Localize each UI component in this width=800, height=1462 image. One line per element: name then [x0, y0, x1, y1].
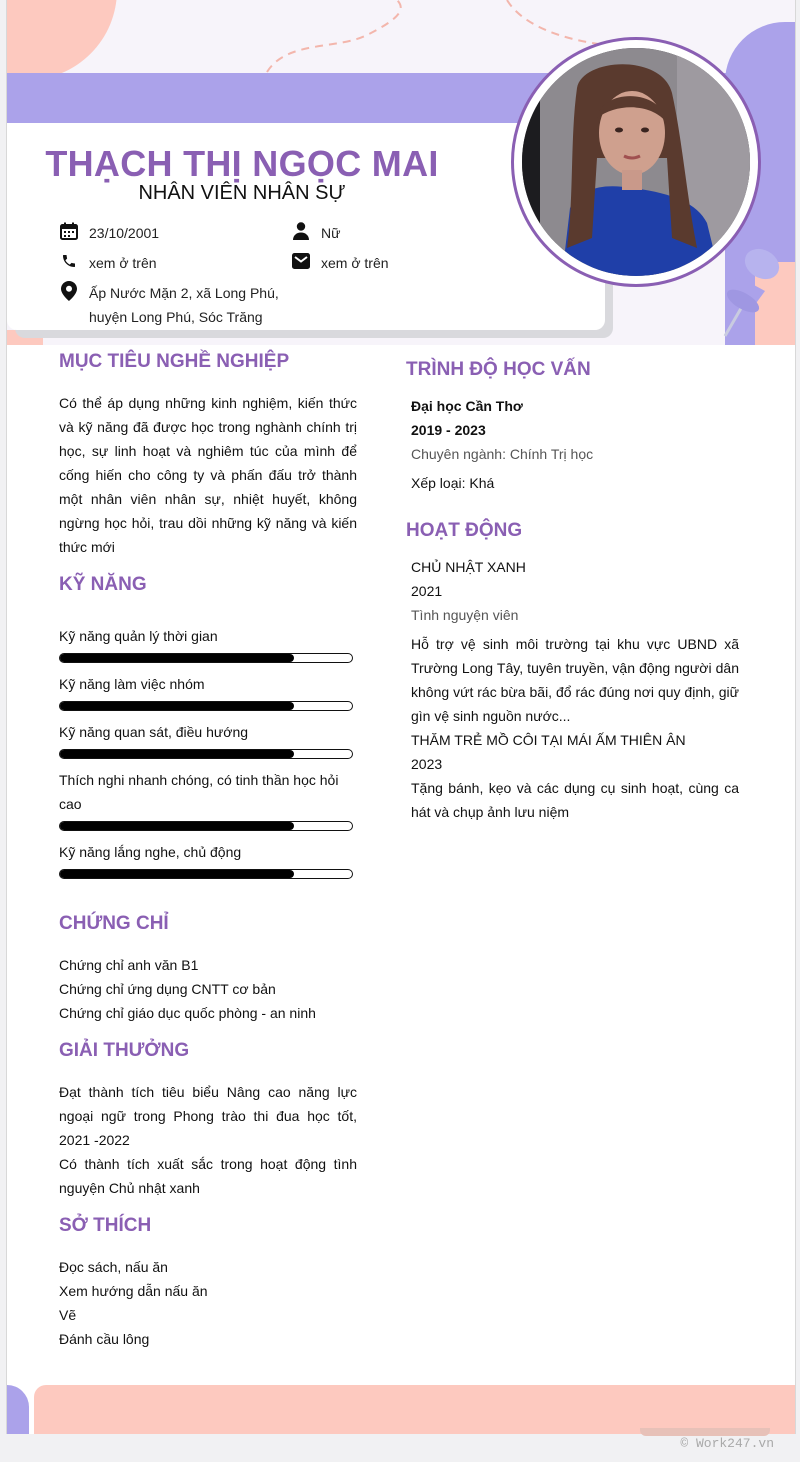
phone-row	[59, 251, 157, 275]
job-title: NHÂN VIÊN NHÂN SỰ	[138, 182, 346, 204]
hobbies-title: SỞ THÍCH	[59, 1215, 152, 1236]
skill-label: Kỹ năng quan sát, điều hướng	[59, 724, 249, 740]
location-pin-icon	[59, 281, 79, 301]
decor-dashed-curve	[247, 0, 447, 75]
education-grade: Xếp loại: Khá	[411, 475, 495, 491]
hobby-item: Vẽ	[59, 1307, 77, 1323]
decor-footer-peach	[34, 1385, 795, 1434]
email-text: xem ở trên	[321, 255, 389, 271]
certificates-title: CHỨNG CHỈ	[59, 913, 169, 934]
envelope-icon	[291, 251, 311, 271]
hobby-item: Đánh cầu lông	[59, 1331, 150, 1347]
decor-peach-left	[7, 330, 43, 345]
skill-bar	[59, 821, 353, 831]
education-years: 2019 - 2023	[411, 422, 486, 438]
phone-text: xem ở trên	[89, 255, 157, 271]
candidate-name: THẠCH THỊ NGỌC MAI	[45, 143, 439, 184]
skill-bar	[59, 701, 353, 711]
skill-label: Kỹ năng làm việc nhóm	[59, 676, 205, 692]
activities-title: HOẠT ĐỘNG	[406, 520, 523, 541]
awards-title: GIẢI THƯỞNG	[59, 1040, 190, 1061]
email-row	[291, 251, 389, 275]
award-item: Đạt thành tích tiêu biểu Nâng cao năng lực ngoại ngữ trong Phong trào thi đua học tốt, 2021 -2022	[59, 1084, 357, 1148]
activity-year: 2021	[411, 583, 443, 599]
activity-description: Tặng bánh, kẹo và các dụng cụ sinh hoạt, cùng ca hát và chụp ảnh lưu niệm	[411, 780, 739, 820]
address-line-2: huyện Long Phú, Sóc Trăng	[89, 309, 263, 325]
skill-label: Kỹ năng lắng nghe, chủ động	[59, 844, 242, 860]
hobby-item: Đọc sách, nấu ăn	[59, 1259, 168, 1275]
activity-description: Hỗ trợ vệ sinh môi trường tại khu vực UBND xã Trường Long Tây, tuyên truyền, vận động người dân không vứt rác bừa bãi, đổ rác đúng nơi quy định, giữ gìn vệ sinh nguồn nước...	[411, 636, 739, 724]
activity-name: CHỦ NHẬT XANH	[411, 559, 526, 575]
gender-row	[291, 221, 340, 245]
address-line-1: Ấp Nước Mặn 2, xã Long Phú,	[89, 285, 279, 301]
skill-bar	[59, 653, 353, 663]
skills-title: KỸ NĂNG	[59, 574, 147, 595]
objective-title: MỤC TIÊU NGHỀ NGHIỆP	[59, 351, 290, 372]
hobby-item: Xem hướng dẫn nấu ăn	[59, 1283, 208, 1299]
activity-name: THĂM TRẺ MỒ CÔI TẠI MÁI ẤM THIÊN ÂN	[411, 732, 686, 748]
dob-text: 23/10/2001	[89, 225, 160, 241]
school-name: Đại học Cần Thơ	[411, 398, 523, 414]
phone-icon	[59, 251, 79, 271]
calendar-icon	[59, 221, 79, 241]
certificate-item: Chứng chỉ giáo dục quốc phòng - an ninh	[59, 1005, 316, 1021]
skill-label: Kỹ năng quản lý thời gian	[59, 628, 218, 644]
certificate-item: Chứng chỉ anh văn B1	[59, 957, 199, 973]
dob-row	[59, 221, 159, 245]
objective-text: Có thể áp dụng những kinh nghiệm, kiến thức và kỹ năng đã được học trong nghành chính trị học, sự linh hoạt và nghiêm túc của mình để cống hiến cho công ty và phấn đấu trở thành một nhân viên nhân sự, nhiệt huyết, không ngừng học hỏi, trau dồi những kỹ năng và kiến thức mới	[59, 395, 357, 555]
education-title: TRÌNH ĐỘ HỌC VẤN	[406, 359, 591, 380]
award-item: Có thành tích xuất sắc trong hoạt động tình nguyện Chủ nhật xanh	[59, 1156, 357, 1196]
activity-role: Tình nguyện viên	[411, 607, 519, 623]
decor-footer-purple	[7, 1385, 29, 1434]
decor-footer-tab	[640, 1428, 770, 1436]
activity-year: 2023	[411, 756, 443, 772]
skill-label: Thích nghi nhanh chóng, có tinh thần học hỏi cao	[59, 772, 339, 812]
person-icon	[291, 221, 311, 241]
address-row	[59, 281, 279, 329]
skill-bar	[59, 749, 353, 759]
skill-bar	[59, 869, 353, 879]
gender-text: Nữ	[321, 225, 341, 241]
cv-page	[6, 0, 796, 1434]
watermark: © Work247.vn	[680, 1436, 774, 1451]
education-major: Chuyên ngành: Chính Trị học	[411, 446, 594, 462]
certificate-item: Chứng chỉ ứng dụng CNTT cơ bản	[59, 981, 276, 997]
pushpin-icon	[707, 236, 787, 341]
